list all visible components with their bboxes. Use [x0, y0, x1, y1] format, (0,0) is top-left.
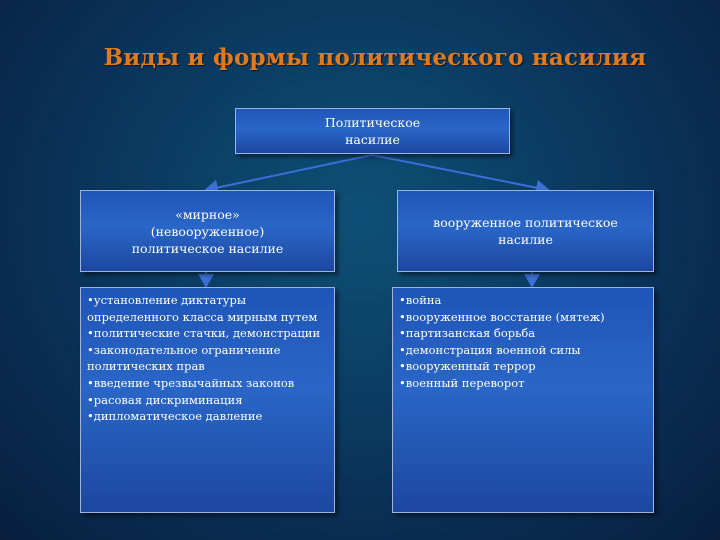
armed-violence-label: вооруженное политическое насилие [433, 215, 618, 247]
list-item: • дипломатическое давление [87, 408, 328, 425]
connector-root-left [206, 155, 372, 190]
peaceful-violence-label: «мирное» (невооруженное) политическое насилие [131, 206, 284, 256]
list-item: • партизанская борьба [399, 325, 647, 342]
list-item: • расовая дискриминация [87, 392, 328, 409]
list-item: • демонстрация военной силы [399, 342, 647, 359]
peaceful-forms-list [80, 287, 335, 513]
root-node-label: Политическое насилие [324, 115, 421, 147]
list-item: • законодательное ограничение политических прав [87, 342, 328, 375]
armed-forms-list [392, 287, 654, 513]
peaceful-violence-node [80, 190, 335, 272]
armed-violence-node [397, 190, 654, 272]
list-item: • война [399, 292, 647, 309]
list-item: • политические стачки, демонстрации [87, 325, 328, 342]
connector-root-right [372, 155, 548, 190]
list-item: • введение чрезвычайных законов [87, 375, 328, 392]
list-item: • установление диктатуры определенного класса мирным путем [87, 292, 328, 325]
diagram-title: Виды и формы политического насилия [103, 44, 647, 71]
list-item: • вооруженный террор [399, 358, 647, 375]
root-node [235, 108, 510, 154]
list-item: • военный переворот [399, 375, 647, 392]
list-item: • вооруженное восстание (мятеж) [399, 309, 647, 326]
